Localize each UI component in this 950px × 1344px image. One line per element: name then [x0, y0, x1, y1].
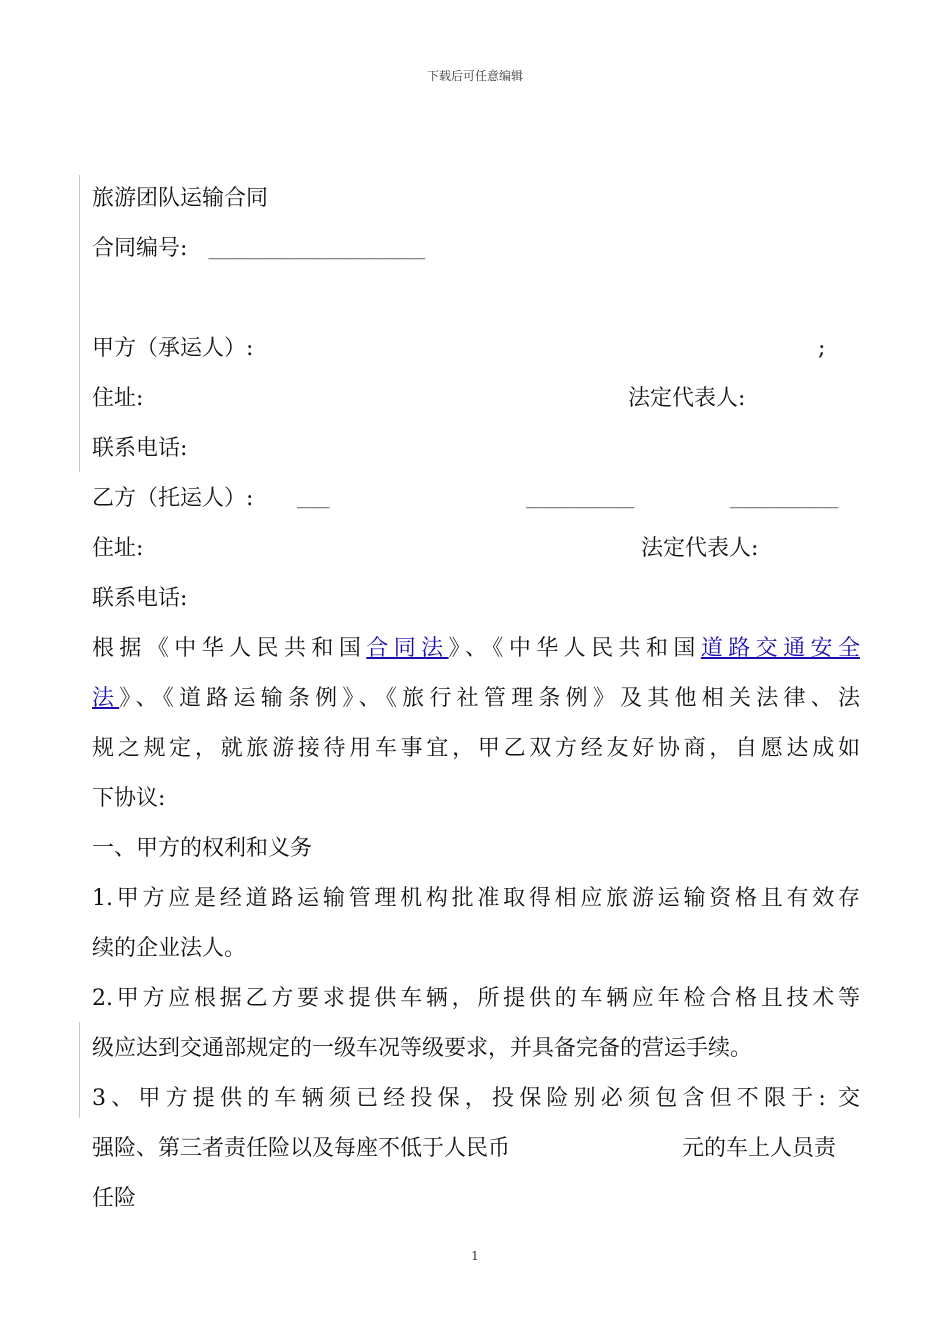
preamble-line-2	[92, 679, 860, 719]
item-1-line-1: 1.甲方应是经道路运输管理机构批准取得相应旅游运输资格且有效存	[92, 886, 860, 911]
party-a-phone-row	[92, 429, 860, 469]
party-b-phone-row	[92, 579, 860, 619]
preamble-line-4: 下协议:	[92, 786, 166, 811]
item-1-line-2: 续的企业法人。	[92, 936, 247, 961]
preamble-text-2: 》、《中华人民共和国	[448, 636, 701, 661]
road-safety-law-link-cont[interactable]: 法	[92, 686, 120, 711]
party-a-phone-label: 联系电话:	[92, 436, 188, 461]
party-a-rep-label: 法定代表人:	[628, 386, 746, 411]
contract-law-link[interactable]: 合同法	[366, 636, 449, 661]
party-b-address-row	[92, 529, 860, 569]
item-3-text-a: 强险、第三者责任险以及每座不低于人民币	[92, 1136, 511, 1161]
party-a-address-label: 住址:	[92, 386, 144, 411]
contract-number-label: 合同编号:	[92, 236, 188, 261]
party-b-address-label: 住址:	[92, 536, 144, 561]
preamble-text-1: 根据《中华人民共和国	[92, 636, 367, 661]
preamble-text-3: 》、《道路运输条例》、《旅行社管理条例》及其他相关法律、法	[119, 686, 860, 711]
item-3-line-1: 3、甲方提供的车辆须已经投保，投保险别必须包含但不限于: 交	[92, 1086, 860, 1111]
road-safety-law-link[interactable]: 道路交通安全	[700, 636, 860, 661]
item-2-line-1: 2.甲方应根据乙方要求提供车辆，所提供的车辆应年检合格且技术等	[92, 986, 860, 1011]
item-3-line-3: 任险	[92, 1186, 137, 1211]
party-a-address-row	[92, 379, 860, 419]
preamble-line-1	[92, 629, 860, 669]
page-header: 下载后可任意编辑	[426, 69, 523, 83]
contract-number-row	[92, 229, 860, 269]
party-b-phone-label: 联系电话:	[92, 586, 188, 611]
item-2-line-2: 级应达到交通部规定的一级车况等级要求，并具备完备的营运手续。	[92, 1036, 753, 1061]
margin-bar-top	[79, 175, 80, 472]
section-1-heading: 一、甲方的权利和义务	[92, 836, 313, 861]
party-b-blank-1[interactable]: ___	[297, 488, 330, 509]
party-b-blank-3[interactable]: __________	[730, 488, 839, 509]
page-number: 1	[471, 1249, 479, 1263]
party-b-rep-label: 法定代表人:	[641, 536, 759, 561]
party-b-blank-2[interactable]: __________	[526, 488, 635, 509]
contract-number-blank[interactable]: ____________________	[208, 239, 426, 260]
item-3-line-2	[92, 1129, 860, 1169]
party-a-label: 甲方（承运人）:	[92, 336, 254, 361]
document-title: 旅游团队运输合同	[92, 186, 269, 211]
party-a-end-mark: ;	[818, 336, 826, 361]
item-3-text-b: 元的车上人员责	[682, 1136, 837, 1161]
margin-bar-bottom	[79, 1022, 80, 1118]
party-a-row	[92, 329, 860, 369]
preamble-line-3: 规之规定，就旅游接待用车事宜，甲乙双方经友好协商，自愿达成如	[92, 736, 860, 761]
party-b-row	[92, 479, 860, 519]
party-b-label: 乙方（托运人）:	[92, 486, 254, 511]
